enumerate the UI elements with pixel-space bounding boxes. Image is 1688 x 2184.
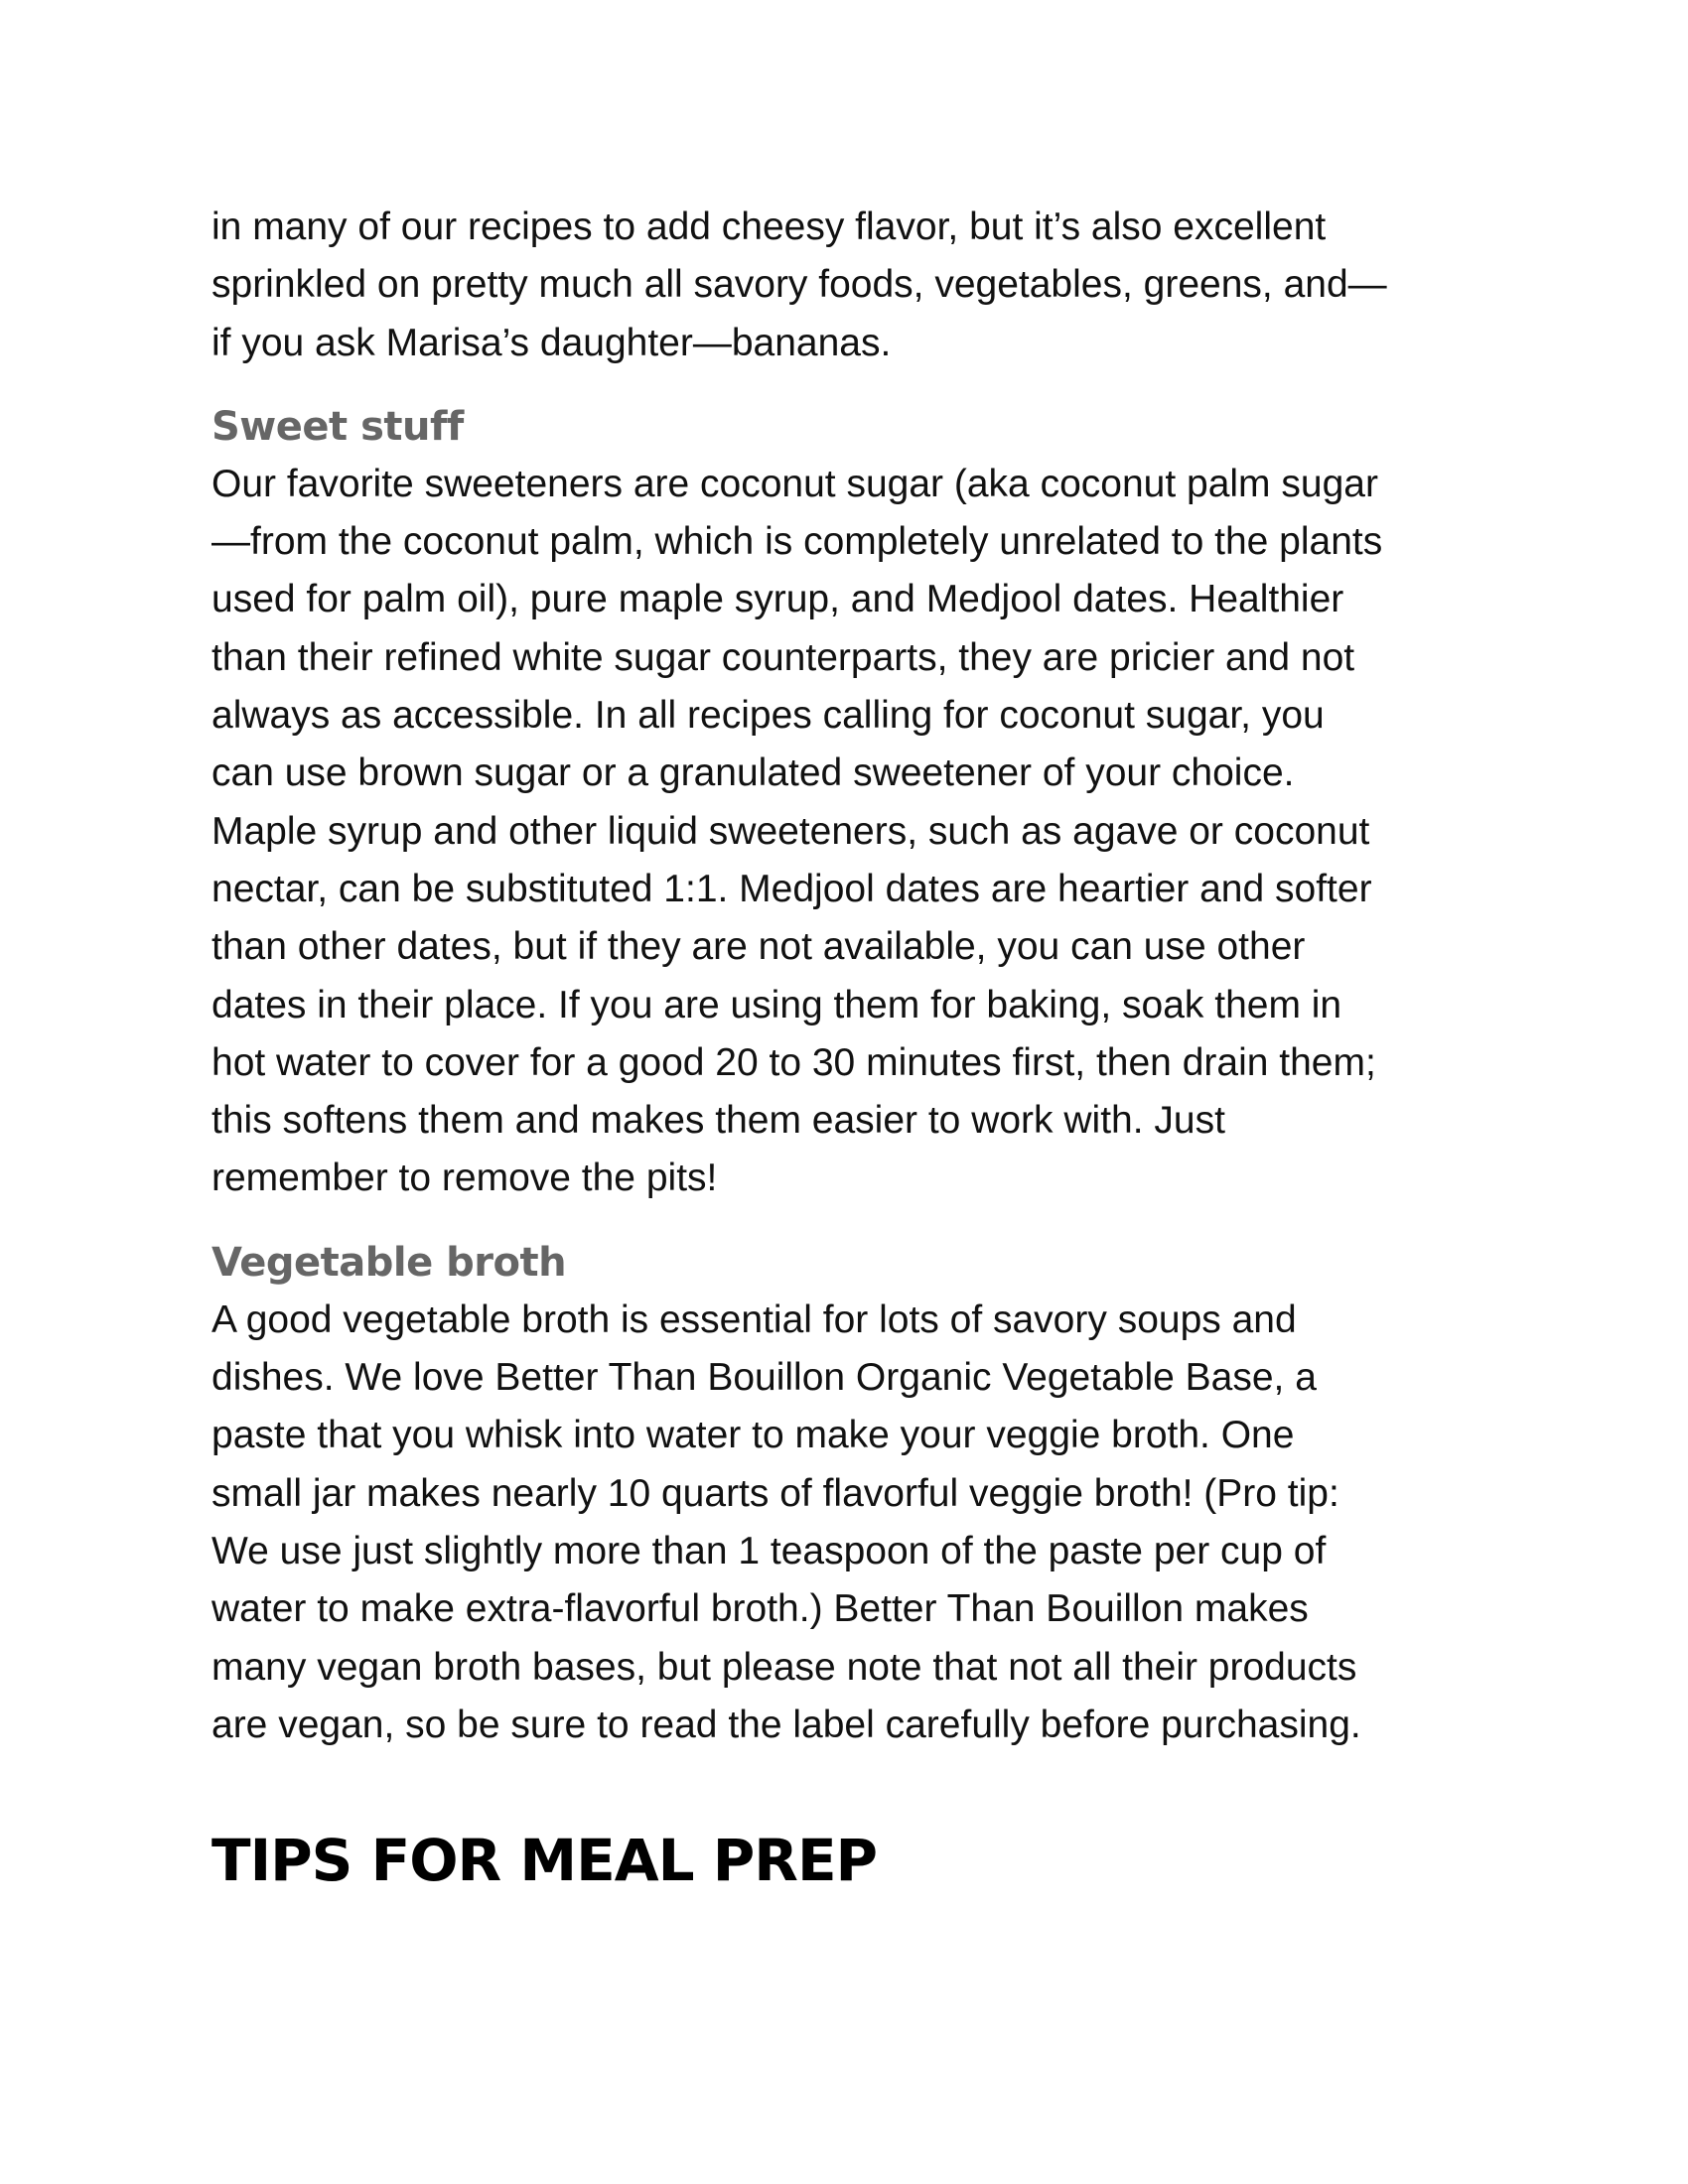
text-line: —from the coconut palm, which is completely unrelated to the plants xyxy=(211,520,1383,564)
text-line: A good vegetable broth is essential for lots of savory soups and xyxy=(211,1297,1297,1341)
text-line: Maple syrup and other liquid sweeteners, such as agave or coconut xyxy=(211,809,1370,853)
text-line: nectar, can be substituted 1:1. Medjool dates are heartier and softer xyxy=(211,867,1372,910)
text-line: can use brown sugar or a granulated sweetener of your choice. xyxy=(211,751,1295,795)
chapter-heading: TIPS FOR MEAL PREP xyxy=(211,1827,878,1895)
text-line: hot water to cover for a good 20 to 30 minutes first, then drain them; xyxy=(211,1040,1376,1084)
text-line: are vegan, so be sure to read the label carefully before purchasing. xyxy=(211,1703,1361,1746)
sweet-stuff-paragraph xyxy=(211,456,1502,1208)
text-line: sprinkled on pretty much all savory foods, vegetables, greens, and— xyxy=(211,263,1387,307)
text-line: than their refined white sugar counterparts, they are pricier and not xyxy=(211,635,1355,679)
document-page xyxy=(211,199,1502,1895)
text-line: small jar makes nearly 10 quarts of flavorful veggie broth! (Pro tip: xyxy=(211,1471,1339,1515)
text-line: We use just slightly more than 1 teaspoon of the paste per cup of xyxy=(211,1529,1327,1572)
sweet-stuff-heading: Sweet stuff xyxy=(211,403,464,450)
text-line: used for palm oil), pure maple syrup, and Medjool dates. Healthier xyxy=(211,578,1344,621)
text-line: than other dates, but if they are not available, you can use other xyxy=(211,925,1306,969)
vegetable-broth-paragraph xyxy=(211,1292,1502,1754)
text-line: water to make extra-flavorful broth.) Better Than Bouillon makes xyxy=(211,1587,1309,1631)
text-line: paste that you whisk into water to make your veggie broth. One xyxy=(211,1414,1295,1457)
text-line: remember to remove the pits! xyxy=(211,1157,718,1200)
text-line: this softens them and makes them easier to work with. Just xyxy=(211,1099,1225,1143)
text-line: Our favorite sweeteners are coconut sugar (aka coconut palm sugar xyxy=(211,462,1378,505)
text-line: always as accessible. In all recipes calling for coconut sugar, you xyxy=(211,694,1325,738)
text-line: if you ask Marisa’s daughter—bananas. xyxy=(211,321,892,364)
text-line: many vegan broth bases, but please note that not all their products xyxy=(211,1645,1357,1689)
text-line: in many of our recipes to add cheesy flavor, but it’s also excellent xyxy=(211,205,1327,248)
vegetable-broth-heading: Vegetable broth xyxy=(211,1239,567,1286)
text-line: dates in their place. If you are using them for baking, soak them in xyxy=(211,983,1342,1026)
intro-paragraph xyxy=(211,199,1502,372)
text-line: dishes. We love Better Than Bouillon Organic Vegetable Base, a xyxy=(211,1356,1317,1400)
